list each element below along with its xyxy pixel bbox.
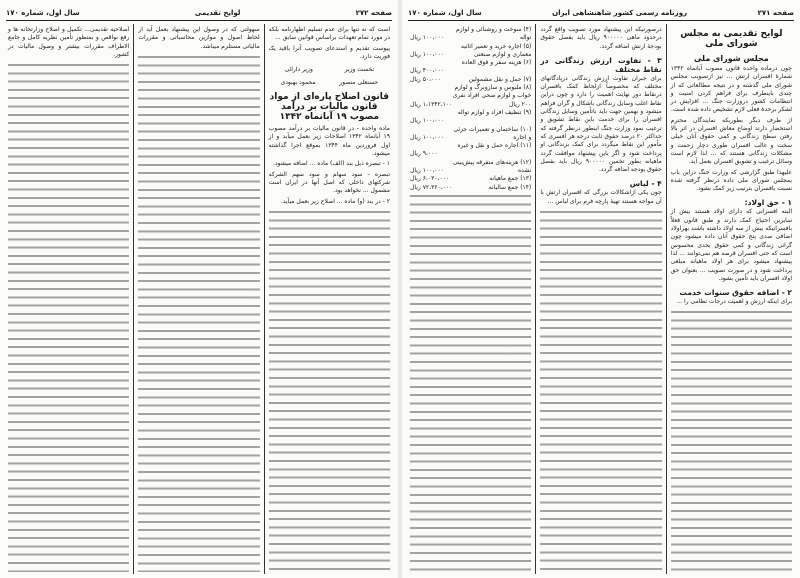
item-label: (۱۱) اجاره حمل و نقل و غیره bbox=[457, 142, 532, 150]
item-label: نشده bbox=[518, 167, 532, 175]
article-subtitle: مجلس شورای ملی bbox=[693, 54, 769, 63]
budget-line-item bbox=[410, 51, 531, 59]
signature-row bbox=[269, 79, 390, 86]
section-heading: ۴ - لباس bbox=[629, 179, 662, 189]
item-amount: ۱،۱۳۴۲،۱۰۰ ریال bbox=[410, 100, 453, 108]
signature: محمود بهبودی bbox=[280, 79, 316, 87]
continued-text-lines bbox=[540, 208, 661, 572]
paragraph: پیوست تقدیم و استدعای تصویب آنرا باقید یک فوریت دارد. bbox=[268, 44, 390, 60]
paragraph: ۱ - تبصره ذیل بند (الف) ماده ... اضافه میشود. bbox=[273, 160, 390, 168]
left-page-header bbox=[6, 6, 392, 21]
budget-line-item bbox=[410, 117, 531, 125]
right-page bbox=[402, 0, 800, 578]
text-column bbox=[4, 24, 133, 574]
item-amount: ۱۰۰،۰۰۰ ریال bbox=[410, 34, 444, 42]
budget-line-item bbox=[410, 167, 531, 175]
article-title: لوایح تقدیمی به مجلس شورای ملی bbox=[680, 29, 783, 49]
item-amount: ۱۰۰،۰۰۰ ریال bbox=[410, 167, 444, 175]
continued-text-lines bbox=[8, 61, 129, 572]
left-page-columns bbox=[4, 24, 394, 574]
item-label: خواب و لوازم صحی افراد نفری bbox=[452, 92, 532, 100]
item-label: (۹) تنظیف افراد و لوازم تواله bbox=[457, 108, 532, 116]
budget-line-item bbox=[410, 109, 531, 117]
item-label: ۲۰۰ ریال bbox=[509, 100, 532, 108]
item-label: (۱۳) جمع ماهیانه bbox=[489, 175, 532, 183]
budget-line-item bbox=[410, 184, 531, 192]
text-column bbox=[535, 24, 665, 574]
paragraph: ۲ - در بند (و) ماده ... اصلاح زیر بعمل میآید. bbox=[280, 197, 390, 205]
budget-line-item bbox=[410, 101, 531, 109]
item-label: (۴) سوخت و روشنائی و لوازم bbox=[456, 26, 532, 33]
signature-row bbox=[269, 66, 390, 73]
right-page-columns bbox=[406, 24, 796, 574]
budget-line-item bbox=[410, 34, 531, 42]
item-label: (۱۴) جمع سالیانه bbox=[488, 183, 532, 191]
paragraph: برای اینکه ارزش و اهمیت درجات نظامی را ... bbox=[676, 298, 792, 306]
item-amount: ۱۰۰،۰۰۰ ریال bbox=[410, 133, 444, 141]
budget-line-item bbox=[410, 175, 531, 183]
budget-line-item bbox=[410, 76, 531, 84]
paragraph: است که نه تنها برای عدم تسلیم اظهارنامه بلکه در مورد تمام تعهدات براساس قوانین سابق ... bbox=[268, 26, 390, 42]
paragraph: درصورتیکه این پیشنهاد مورد تصویب واقع گردد درحدود ماهی ۹۰۰۰۰۰ ریال باید بفصل حقوق بودجهٔ ارتش اضافه گردد. bbox=[540, 26, 662, 50]
budget-line-item bbox=[410, 26, 531, 34]
item-label: (۸) ملبوس و سازوبرگ و لوازم bbox=[454, 84, 532, 92]
paragraph: چون یکی ازاشکالات بزرگی که افسران ارتش با آن مواجه هستند تهیهٔ پارچه فرم برای لباس ... bbox=[540, 189, 662, 205]
budget-line-item bbox=[410, 126, 531, 134]
paragraph: برای جبران تفاوت ارزش زندگانی درپادگانهای مختلف که مخصوصاً ازلحاظ کمک بافسران درنقاط دور نهایت اهمیت را دارد و چون دراین نقاط اغلب وسایل زندگانی باشکال و گران فراهم میشود و بهمین جهت باید باتأمین وسایل زندگانی افسران را برای خدمت باین نقاط تشویق و ترغیب نمود وزارت جنگ اینطور درنظر گرفته که حداکثر ۲۰ درصد حقوق ثابت درجه هر افسری که مأمور این نقاط میگردد برای کمک بزندگانی او پرداخت شود و اگر باین پیشنهاد موافقت گردد ماهیانه بطور تخمین ۹۰۰۰۰۰ ریال باید بفصل حقوق بودجه اضافه گردد. bbox=[540, 74, 662, 174]
budget-line-item bbox=[410, 134, 531, 142]
section-heading: ۲ - اضافه حقوق سنوات خدمت bbox=[679, 288, 792, 298]
item-label: (۱۰) ساختمان و تعمیرات جزئی bbox=[453, 125, 532, 133]
continued-text-lines bbox=[269, 208, 390, 572]
item-amount: ۹،۰۰۰ ریال bbox=[410, 150, 438, 158]
signature: حسنعلی منصور bbox=[339, 79, 379, 87]
section-heading: ۱ - حق اولاد: bbox=[744, 198, 792, 208]
continued-text-lines bbox=[671, 308, 792, 572]
continued-text-lines bbox=[138, 53, 259, 572]
paragraph: اصلاحیه تقدیمی... تکمیل و اصلاح وزارتخانه ها و رفع نواقص و بمنظور تأمین نظریه کامل و جامع الاطراف مقررات بیشتر و وصول مالیات در کشور. bbox=[8, 26, 130, 58]
signature: وزیر دارائی bbox=[284, 66, 313, 74]
paragraph: البته افسرانی که دارای اولاد هستند بیش از سایرین احتیاج کمک دارند و طبق قانون فعلاً بافسرانیکه بیش از سه اولاد داشته باشند بهراولاد اضافی صدی پنج حقوق آنان داده میشود چون گرانی زندگانی و کمی حقوق بحدی محسوس است که حتی افسران قرضه هم نمی‌توانند ... لذا پیشنهاد میشود برای هر اولاد ماهیانه مبلغی پرداخت شود و در صورت تصویب ... بعنوان حق اولاد افسران باید تأمین بشود. bbox=[670, 208, 792, 282]
item-amount: ۴۰۰،۰۰۰ ریال bbox=[410, 67, 444, 75]
text-column bbox=[406, 24, 535, 574]
budget-line-item bbox=[410, 43, 531, 51]
budget-line-item bbox=[410, 84, 531, 92]
item-amount: ۱۰۰،۰۰۰ ریال bbox=[410, 50, 444, 58]
budget-line-item bbox=[410, 142, 531, 150]
item-label: (۶) هزینه سفر و فوق العاده bbox=[461, 59, 532, 67]
section-heading: ۳ - تفاوت ارزش زندگانی در نقاط مختلف bbox=[540, 55, 662, 74]
item-amount: ۶،۰۳۰،۰۰۰ ریال bbox=[410, 175, 450, 183]
left-page bbox=[0, 0, 398, 578]
paragraph: از طرف دیگر بطوریکه نمایندگان محترم استحضار دارند اوضاع معاش افسران در اثر بالا رفتن سطح زندگانی و کمی حقوق آنان خیلی سخت و غالب افسران طوری دچار زحمت و مشکلات زندگانی هستند که ... لذا لازم است وسائل ترغیب و تشویق افسران بعمل آید. bbox=[670, 116, 792, 166]
item-label: (۷) حمل و نقل مشمولین bbox=[468, 75, 532, 83]
budget-line-item bbox=[410, 150, 531, 158]
budget-line-item bbox=[410, 67, 531, 75]
continued-text-lines bbox=[410, 192, 531, 572]
paragraph: ماده واحده - در قانون مالیات بر درآمد مصوب ۱۹ آبانماه ۱۳۴۲ اصلاحات زیر بعمل میآید و از اول فروردین ماه ۱۳۴۴ بموقع اجرا گذاشته میشود. bbox=[268, 125, 391, 158]
text-column bbox=[133, 24, 263, 574]
item-amount: ۱۰۰،۰۰۰ ریال bbox=[410, 117, 444, 125]
item-amount: ۵۰،۰۰۰ ریال bbox=[410, 75, 441, 83]
right-page-header bbox=[408, 6, 794, 21]
text-column bbox=[666, 24, 796, 574]
page-number: صفحه ۲۷۱ bbox=[757, 9, 794, 17]
paragraph: تبصره - سود سهام و سود سهم الشرکه شرکتهای داخلی که اصل آنها در ایران است مشمول ... نخواهد بود. bbox=[268, 170, 390, 195]
item-label: (۱۲) هزینه‌های متفرقه پیش‌بینی bbox=[452, 158, 532, 166]
budget-line-item bbox=[410, 59, 531, 67]
text-column bbox=[264, 24, 394, 574]
item-label: و اجاره bbox=[513, 133, 532, 141]
issue-number: سال اول، شماره ۱۷۰ bbox=[6, 9, 80, 17]
section-title: لوایح تقدیمی bbox=[194, 9, 241, 17]
budget-line-item bbox=[410, 159, 531, 167]
item-label: (۵) اجاره خرید و تعمیر اثاثیه bbox=[460, 42, 532, 50]
paragraph: علیهذا طبق گزارشی که وزارت جنگ دراین باب بمجلس شورای ملی داده درنظر گرفته شده نسبت بافسران بترتیب زیر کمک بشود. bbox=[670, 168, 792, 193]
paragraph: سهولتی که در وصول این پیشنهاد بعمل آید از لحاظ اصول و موازین محاسباتی و مقررات مالیاتی مستلزم میباشد. bbox=[138, 26, 260, 50]
item-label: تواله bbox=[519, 34, 532, 42]
budget-line-item bbox=[410, 92, 531, 100]
paragraph: چون درماده واحده قانون مصوب آبانماه ۱۳۴۲ شمارهٔ افسران ارتش ... نیز ازتصویب مجلس شورای ملی گذشته و در نتیجه مطالعاتی که از چندی باینطرف برای فراهم کردن امنیت و انتظامات کشور دروزارت جنگ ... افزایش در لشکر برحدهٔ فعلی لازم تشخیص داده شده است. bbox=[670, 65, 792, 114]
newspaper-title: روزنامه رسمی کشور شاهنشاهی ایران bbox=[552, 9, 688, 17]
article-title: قانون اصلاح پاره‌ای از مواد قانون مالیات بر درآمد مصوب ۱۹ آبانماه ۱۳۴۲ bbox=[269, 92, 390, 123]
page-number: صفحه ۲۷۲ bbox=[355, 9, 392, 17]
item-amount: ۷۲،۳۶۰،۰۰۰ ریال bbox=[410, 183, 453, 191]
issue-number: سال اول، شماره ۱۷۰ bbox=[408, 9, 482, 17]
signature: نخست وزیر bbox=[344, 66, 375, 74]
item-label: معماری و لوازم صنعتی bbox=[473, 50, 532, 58]
